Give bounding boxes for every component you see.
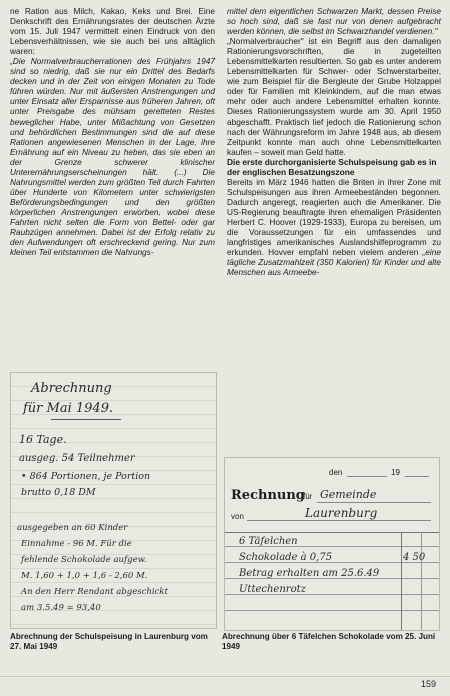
left-text-column	[10, 6, 215, 257]
hw-line-4: ausgeg. 54 Teilnehmer	[19, 453, 135, 464]
invoice-recipient: Gemeinde	[320, 488, 377, 501]
invoice-year-label: 19	[391, 468, 400, 477]
invoice-date-line	[347, 476, 387, 477]
invoice-column-divider	[401, 532, 402, 630]
invoice-item-3: Betrag erhalten am 25.6.49	[239, 568, 380, 579]
invoice-von-label: von	[231, 512, 244, 521]
invoice-fuer-label: für	[303, 492, 313, 501]
invoice-amount: 4 50	[403, 552, 426, 563]
normalverbraucher-paragraph: „Normalverbraucher" ist ein Begriff aus den damaligen Rationierungsvorschriften, die in zugeteilten Lebensmittelkarten resultierten. So gab es unter anderem Lebensmittelkarten für Schwer- oder Schwerstarbeiter, wie zum Beispiel für die Bergleute der Grube Holzappel oder für Familien mit Kleinkindern, auf die man etwas mehr oder auch andere Lebensmittel erhalten konnte. Dieses Rationierungssystem wurde am 30. April 1950 abgeschafft. Praktisch lief jedoch die Rationierung schon nach der Währungsreform im Jahre 1948 aus, ab diesem Zeitpunkt konnte man auch ohne Lebensmittelkarten kaufen – soweit man Geld hatte.	[227, 36, 441, 157]
hw-line-10: M. 1,60 + 1,0 + 1,6 - 2,60 M.	[21, 571, 148, 581]
invoice-item-2: Schokolade à 0,75	[239, 552, 333, 563]
invoice-title: Rechnung	[231, 488, 305, 503]
hw-underline	[51, 419, 121, 420]
page-number: 159	[420, 679, 436, 689]
right-text-column	[227, 6, 441, 277]
invoice-place: Laurenburg	[305, 506, 378, 520]
quote-continuation: mittel dem eigentlichen Schwarzen Markt, dessen Preise so hoch sind, daß sie fast nur von denen aufgebracht werden können, die selbst im Schwarzhandel verdienen."	[227, 6, 441, 37]
schulspeisung-text: Bereits im März 1946 hatten die Briten in ihrer Zone mit Schulspeisungen aus ihren Armeebeständen begonnen. Dadurch angeregt, reagierten auch die Amerikaner. Die US-Regierung beauftragte ihren ehemaligen Präsidenten Herbert C. Hoover (1929-1933), Europa zu bereisen, um die Voraussetzungen für ein umfassendes und langfristiges amerikanisches Auslandshilfeprogramm zu erkunden. Hovver empfahl neben vielem anderen	[227, 176, 441, 258]
invoice-year-line	[405, 476, 429, 477]
schulspeisung-paragraph	[227, 177, 441, 277]
right-figure-caption: Abrechnung über 6 Täfelchen Schokolade vom 25. Juni 1949	[222, 632, 436, 651]
invoice-place-line	[247, 520, 431, 521]
handwritten-statement-image	[10, 372, 217, 629]
hw-line-6: brutto 0,18 DM	[21, 487, 96, 498]
intro-paragraph: ne Ration aus Milch, Kakao, Keks und Brei. Eine Denkschrift des Ernährungsrates der deutschen Ärzte vom 15. Juli 1947 vermittelt einen Eindruck von den Lebensverhältnissen, wie sie auch bei uns alltäglich waren:	[10, 6, 215, 57]
footer-rule	[0, 676, 450, 677]
quote-paragraph: „Die Normalverbraucherrationen des Frühjahrs 1947 sind so niedrig, daß sie nur ein Drittel des Bedarfs decken und in der Zeit von einigen Monaten zu Tode führen würden. Nur mit äußersten Anstrengungen und unter Einsatz aller Ersparnisse aus früheren Jahren, oft unter Preisgabe des mühsam geretteten Restes beweglicher Habe, unter Mißachtung von Gesetzen und behördlichen Bestimmungen sind die auf diese Rationen angewiesenen Menschen in der Lage, ihre Ernährung auf ein Niveau zu heben, das sie eben an der Grenze schwerer klinischer Unterernährungserscheinungen hält. (...) Die Nahrungsmittel werden zum größten Teil durch Fahrten über Hunderte von Kilometern unter schwierigsten Beförderungsbedingungen und den größten körperlichen Anstrengungen erworben, wobei diese Fahrten nicht selten die Form von Bettel- oder gar Raubzügen annehmen. Dabei ist der Erfolg relativ zu den Aufwendungen oft erschreckend gering. Nur zum kleinen Teil entstammen die Nahrungs-	[10, 56, 215, 258]
invoice-date-label: den	[329, 468, 343, 477]
invoice-image	[224, 457, 440, 631]
hw-line-1: Abrechnung	[31, 381, 112, 396]
hoover-quote: „eine tägliche Zusatzmahlzeit (350 Kalorien) für Kinder und alte Menschen aus Armeebe-	[227, 247, 441, 278]
invoice-rule-6	[225, 610, 439, 611]
invoice-column-divider-2	[421, 532, 422, 630]
hw-line-5: • 864 Portionen, je Portion	[21, 471, 151, 482]
hw-line-9: fehlende Schokolade aufgew.	[21, 555, 147, 565]
invoice-recipient-line	[317, 502, 431, 503]
section-heading: Die erste durchorganisierte Schulspeisung gab es in der englischen Besatzungszone	[227, 156, 437, 177]
hw-line-12: am 3.5.49 = 93,40	[21, 603, 101, 613]
invoice-rule-top	[225, 532, 439, 533]
hw-line-8: Einnahme - 96 M. Für die	[21, 539, 132, 549]
hw-line-11: An den Herr Rendant abgeschickt	[21, 587, 168, 597]
invoice-item-1: 6 Täfelchen	[239, 536, 298, 547]
hw-line-7: ausgegeben an 60 Kinder	[17, 523, 128, 533]
hw-line-2: für Mai 1949.	[23, 401, 114, 416]
invoice-item-4: Uttechenrotz	[239, 584, 306, 595]
left-figure-caption: Abrechnung der Schulspeisung in Laurenburg vom 27. Mai 1949	[10, 632, 208, 651]
hw-line-3: 16 Tage.	[19, 433, 67, 446]
